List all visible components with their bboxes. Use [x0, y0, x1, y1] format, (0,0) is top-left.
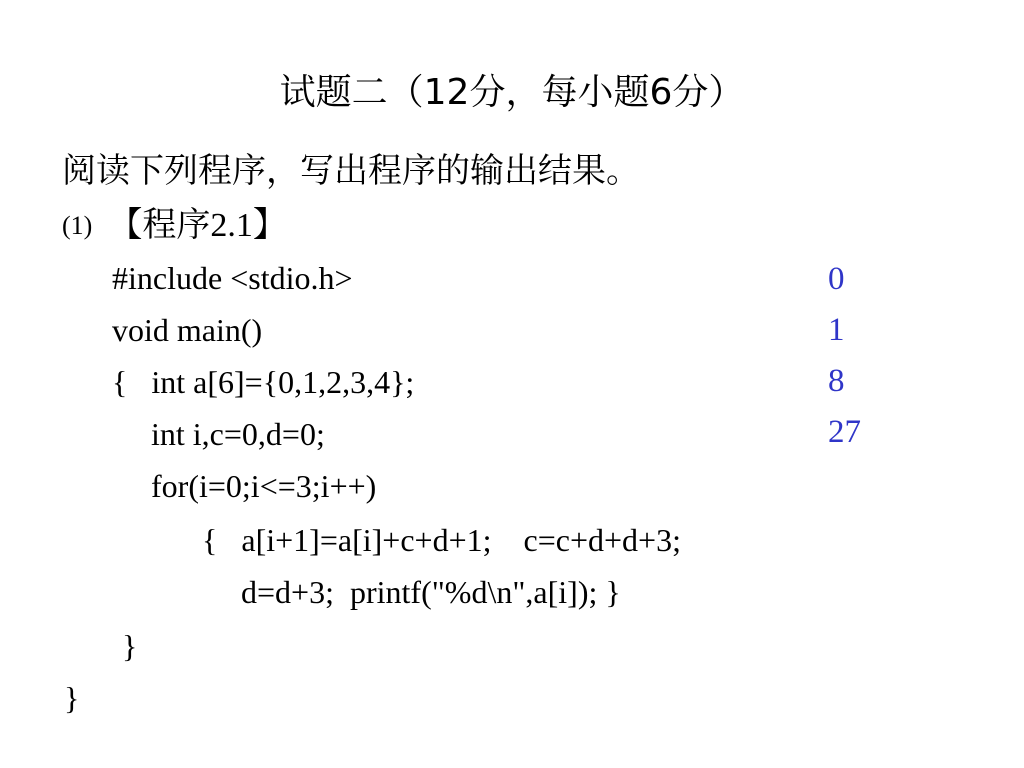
code-line: } — [64, 680, 80, 716]
output-line: 27 — [828, 414, 861, 450]
code-line: void main() — [112, 312, 263, 348]
code-line: d=d+3; printf("%d\n",a[i]); } — [241, 574, 621, 610]
instruction-text: 阅读下列程序，写出程序的输出结果。 — [62, 153, 640, 190]
code-line: { a[i+1]=a[i]+c+d+1; c=c+d+d+3; — [202, 522, 681, 558]
code-line: int i,c=0,d=0; — [151, 416, 325, 452]
code-line: { int a[6]={0,1,2,3,4}; — [112, 364, 415, 400]
problem-heading — [62, 204, 287, 248]
problem-title: 【程序2.1】 — [108, 207, 287, 244]
code-line: } — [122, 628, 138, 664]
problem-number: (1) — [62, 211, 93, 240]
slide-title: 试题二（12分，每小题6分） — [279, 72, 745, 113]
code-line: for(i=0;i<=3;i++) — [151, 468, 377, 504]
output-line: 8 — [828, 363, 845, 399]
output-line: 1 — [828, 312, 845, 348]
output-line: 0 — [828, 261, 845, 297]
code-line: #include <stdio.h> — [112, 260, 353, 296]
program-output — [828, 254, 861, 458]
